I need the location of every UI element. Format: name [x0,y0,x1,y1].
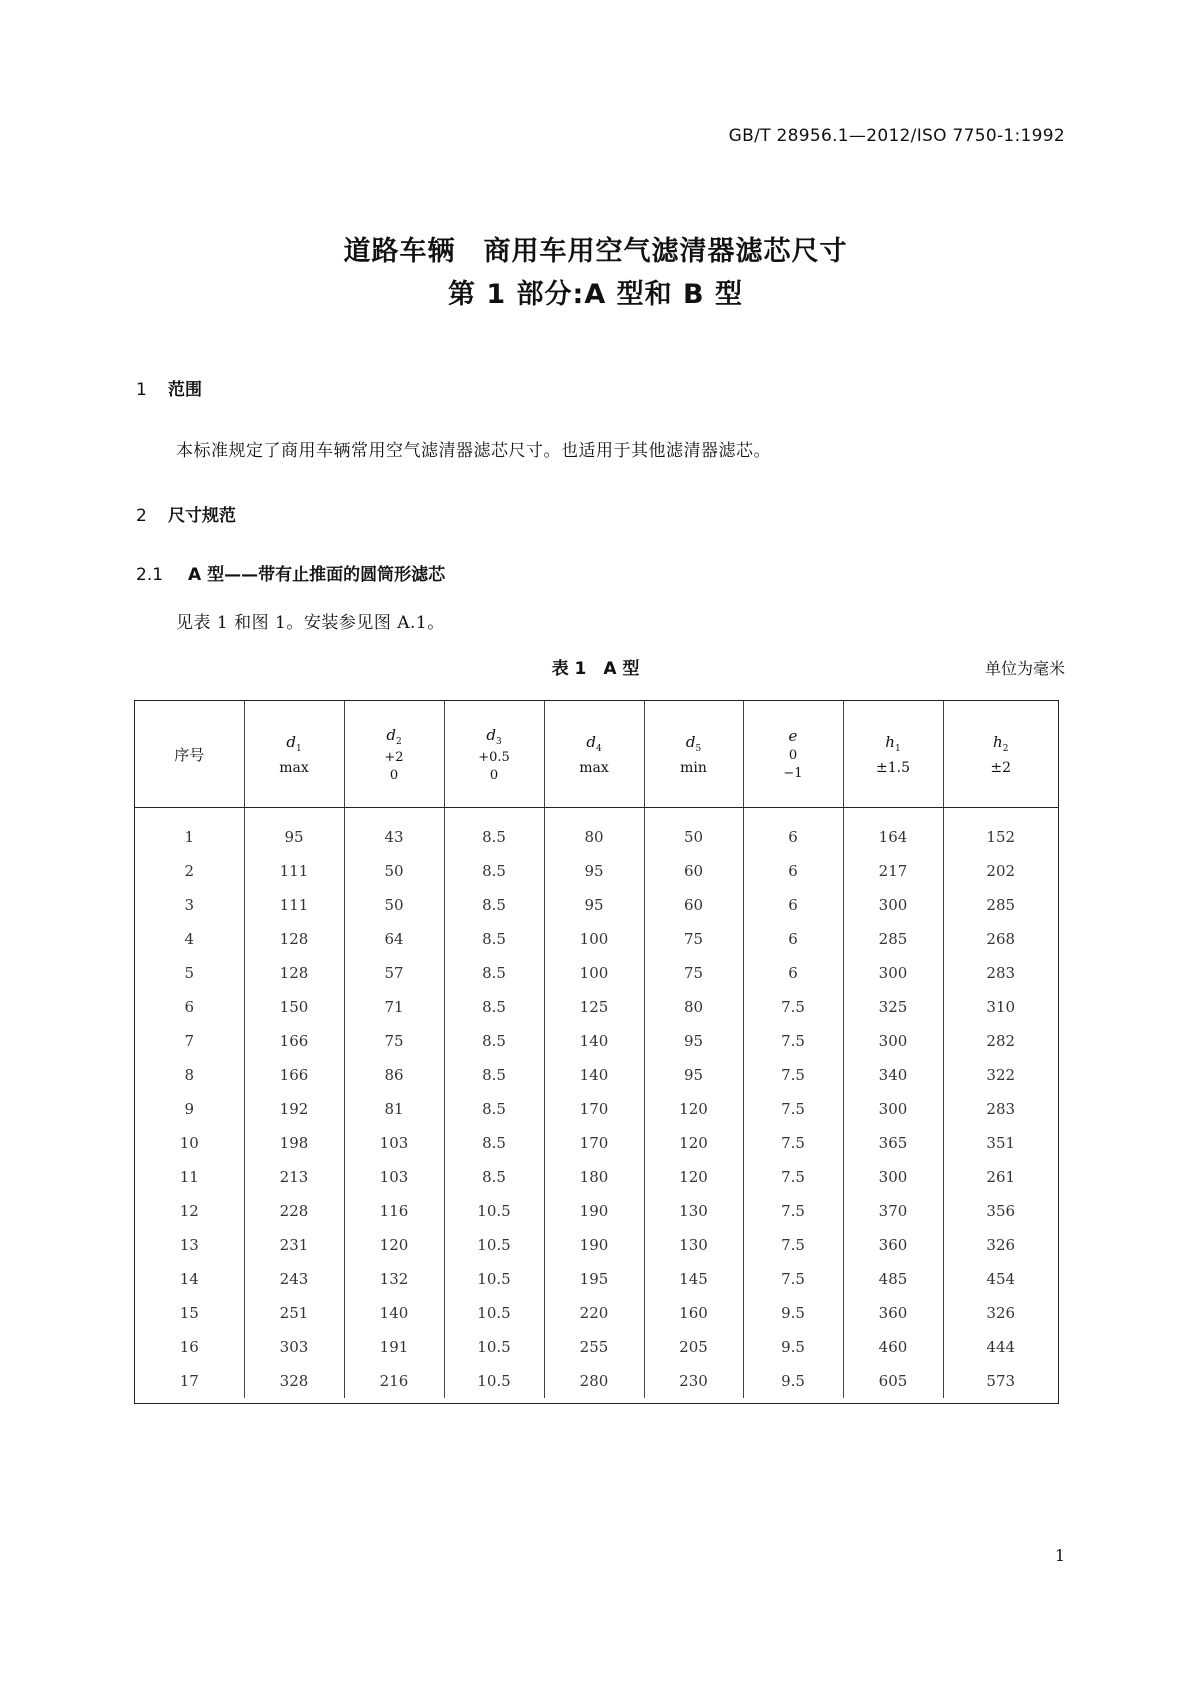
table-cell: 50 [644,808,743,855]
table-cell: 80 [544,808,644,855]
table-cell: 71 [344,990,444,1024]
table-cell: 9.5 [743,1296,843,1330]
table-cell: 10.5 [444,1228,544,1262]
table-cell: 95 [544,854,644,888]
table-cell: 150 [244,990,344,1024]
table-cell: 326 [986,1236,1016,1254]
table-cell: 100 [544,956,644,990]
table-cell: 120 [644,1160,743,1194]
table-row [135,956,1058,990]
table-cell: 95 [644,1058,743,1092]
table-cell: 14 [135,1262,244,1296]
table-cell: 10.5 [444,1296,544,1330]
table-cell: 360 [843,1228,943,1262]
table-cell: 282 [986,1032,1016,1050]
table-cell: 283 [986,1100,1016,1118]
section-2-1-heading [136,560,445,585]
table-cell: 9 [135,1092,244,1126]
table-cell: 4 [135,922,244,956]
table-cell: 180 [544,1160,644,1194]
table-cell: 50 [344,854,444,888]
table-cell: 322 [986,1066,1016,1084]
section-number: 1 [136,380,147,400]
table-row [135,1126,1058,1160]
table-cell: 145 [644,1262,743,1296]
table-cell: 6 [743,922,843,956]
table-cell: 6 [743,888,843,922]
table-cell: 10.5 [444,1262,544,1296]
table-cell: 120 [344,1228,444,1262]
header-h2: $h_2$ ±2 [943,701,1058,808]
table-cell: 8.5 [444,956,544,990]
section-title: 范围 [168,380,202,400]
table-cell: 75 [344,1024,444,1058]
page-number: 1 [1054,1546,1065,1565]
table-cell: 310 [986,998,1016,1016]
section-number: 2.1 [136,565,164,585]
table-cell: 86 [344,1058,444,1092]
table-row [135,1330,1058,1364]
table-cell: 128 [244,956,344,990]
table-cell: 103 [344,1126,444,1160]
table-cell: 444 [986,1338,1016,1356]
table-cell: 8.5 [444,888,544,922]
table-cell: 17 [135,1364,244,1398]
section-title: 尺寸规范 [168,506,236,526]
table-caption: 表 1 A 型 [551,659,640,679]
table-cell: 75 [644,956,743,990]
header-h1: $h_1$ ±1.5 [843,701,943,808]
table-cell: 10.5 [444,1194,544,1228]
table-row [135,888,1058,922]
table-cell: 228 [244,1194,344,1228]
table-row [135,1228,1058,1262]
table-cell: 10.5 [444,1330,544,1364]
table-cell: 12 [135,1194,244,1228]
table-cell: 243 [244,1262,344,1296]
table-header-row [135,701,1058,808]
table-cell: 7 [135,1024,244,1058]
table-cell: 8.5 [444,922,544,956]
section-2-1-text: 见表 1 和图 1。安装参见图 A.1。 [176,613,445,633]
table-cell: 50 [344,888,444,922]
table-cell: 326 [986,1304,1016,1322]
table-cell: 454 [986,1270,1016,1288]
table-cell: 8.5 [444,1058,544,1092]
standard-number: GB/T 28956.1—2012/ISO 7750-1:1992 [728,126,1065,146]
table-cell: 220 [544,1296,644,1330]
document-title-line2: 第 1 部分:A 型和 B 型 [447,279,744,310]
table-row [135,1160,1058,1194]
table-cell: 170 [544,1126,644,1160]
table-cell: 261 [986,1168,1016,1186]
table-row [135,922,1058,956]
table-cell: 95 [644,1024,743,1058]
table-cell: 230 [644,1364,743,1398]
table-cell: 132 [344,1262,444,1296]
table-cell: 190 [544,1228,644,1262]
table-cell: 57 [344,956,444,990]
table-cell: 6 [135,990,244,1024]
table-cell: 166 [244,1058,344,1092]
table-row [135,1364,1058,1398]
table-row [135,990,1058,1024]
table-cell: 6 [743,956,843,990]
table-cell: 166 [244,1024,344,1058]
table-cell: 75 [644,922,743,956]
section-title: A 型——带有止推面的圆筒形滤芯 [188,565,446,585]
table-cell: 160 [644,1296,743,1330]
table-cell: 7.5 [743,1024,843,1058]
table-cell: 140 [544,1024,644,1058]
table-cell: 300 [843,1092,943,1126]
table-cell: 7.5 [743,1194,843,1228]
table-cell: 100 [544,922,644,956]
table-cell: 7.5 [743,1092,843,1126]
table-cell: 231 [244,1228,344,1262]
section-number: 2 [136,506,147,526]
table-row [135,1296,1058,1330]
table-cell: 192 [244,1092,344,1126]
header-d3: $d_3$ +0.5 0 [444,701,544,808]
header-d5: $d_5$ min [644,701,743,808]
table-cell: 80 [644,990,743,1024]
table-cell: 170 [544,1092,644,1126]
table-unit: 单位为毫米 [984,659,1065,678]
table-cell: 351 [986,1134,1016,1152]
table-cell: 328 [244,1364,344,1398]
table-cell: 60 [644,854,743,888]
table-cell: 81 [344,1092,444,1126]
table-cell: 9.5 [743,1330,843,1364]
table-cell: 8.5 [444,808,544,855]
table-cell: 164 [843,808,943,855]
table-cell: 573 [986,1372,1016,1390]
table-cell: 1 [135,808,244,855]
table-cell: 95 [544,888,644,922]
table-cell: 285 [843,922,943,956]
table-cell: 7.5 [743,990,843,1024]
table-cell: 255 [544,1330,644,1364]
table-cell: 7.5 [743,1126,843,1160]
section-2-heading [136,501,236,526]
table-row [135,808,1058,855]
table-cell: 303 [244,1330,344,1364]
table-cell: 111 [244,888,344,922]
table-cell: 8 [135,1058,244,1092]
table-cell: 8.5 [444,1126,544,1160]
table-cell: 268 [986,930,1016,948]
table-cell: 5 [135,956,244,990]
table-cell: 2 [135,854,244,888]
table-cell: 340 [843,1058,943,1092]
table-cell: 300 [843,888,943,922]
table-cell: 3 [135,888,244,922]
table-row [135,1058,1058,1092]
table-cell: 285 [986,896,1016,914]
table-cell: 13 [135,1228,244,1262]
table-row [135,1194,1058,1228]
table-cell: 11 [135,1160,244,1194]
table-cell: 280 [544,1364,644,1398]
table-cell: 64 [344,922,444,956]
table-cell: 365 [843,1126,943,1160]
table-cell: 15 [135,1296,244,1330]
table-cell: 10.5 [444,1364,544,1398]
table-cell: 120 [644,1126,743,1160]
table-cell: 7.5 [743,1228,843,1262]
header-d4: $d_4$ max [544,701,644,808]
table-cell: 103 [344,1160,444,1194]
table-cell: 190 [544,1194,644,1228]
header-d1: $d_1$ max [244,701,344,808]
table-cell: 8.5 [444,1024,544,1058]
table-cell: 7.5 [743,1160,843,1194]
table-row [135,1092,1058,1126]
table-cell: 325 [843,990,943,1024]
table-cell: 9.5 [743,1364,843,1398]
table-cell: 111 [244,854,344,888]
table-cell: 7.5 [743,1262,843,1296]
table-cell: 95 [244,808,344,855]
header-seq: 序号 [135,701,244,808]
table-cell: 205 [644,1330,743,1364]
table-cell: 202 [986,862,1016,880]
table-cell: 16 [135,1330,244,1364]
table-cell: 10 [135,1126,244,1160]
table-cell: 8.5 [444,1160,544,1194]
table-cell: 216 [344,1364,444,1398]
table-cell: 191 [344,1330,444,1364]
table-cell: 130 [644,1228,743,1262]
section-1-text: 本标准规定了商用车辆常用空气滤清器滤芯尺寸。也适用于其他滤清器滤芯。 [176,441,771,461]
table-cell: 370 [843,1194,943,1228]
table-cell: 116 [344,1194,444,1228]
table-row [135,1262,1058,1296]
header-e: e 0 −1 [743,701,843,808]
table-cell: 198 [244,1126,344,1160]
section-1-heading [136,375,202,400]
table-cell: 140 [544,1058,644,1092]
table-cell: 125 [544,990,644,1024]
table-cell: 460 [843,1330,943,1364]
table-cell: 195 [544,1262,644,1296]
table-cell: 217 [843,854,943,888]
table-cell: 128 [244,922,344,956]
table-cell: 485 [843,1262,943,1296]
header-d2: $d_2$ +2 0 [344,701,444,808]
dimension-table [134,700,1059,1404]
table-cell: 356 [986,1202,1016,1220]
table-cell: 605 [843,1364,943,1398]
table-cell: 140 [344,1296,444,1330]
table-cell: 213 [244,1160,344,1194]
table-cell: 360 [843,1296,943,1330]
table-cell: 43 [344,808,444,855]
table-cell: 8.5 [444,1092,544,1126]
table-cell: 8.5 [444,990,544,1024]
table-cell: 130 [644,1194,743,1228]
table-row [135,1024,1058,1058]
table-cell: 300 [843,1160,943,1194]
table-cell: 60 [644,888,743,922]
table-row [135,854,1058,888]
table-cell: 120 [644,1092,743,1126]
table-cell: 6 [743,854,843,888]
table-cell: 300 [843,1024,943,1058]
table-cell: 8.5 [444,854,544,888]
table-cell: 7.5 [743,1058,843,1092]
document-title-line1: 道路车辆 商用车用空气滤清器滤芯尺寸 [343,236,848,267]
table-cell: 300 [843,956,943,990]
table-cell: 6 [743,808,843,855]
table-cell: 283 [986,964,1016,982]
table-cell: 251 [244,1296,344,1330]
table-cell: 152 [986,828,1016,846]
